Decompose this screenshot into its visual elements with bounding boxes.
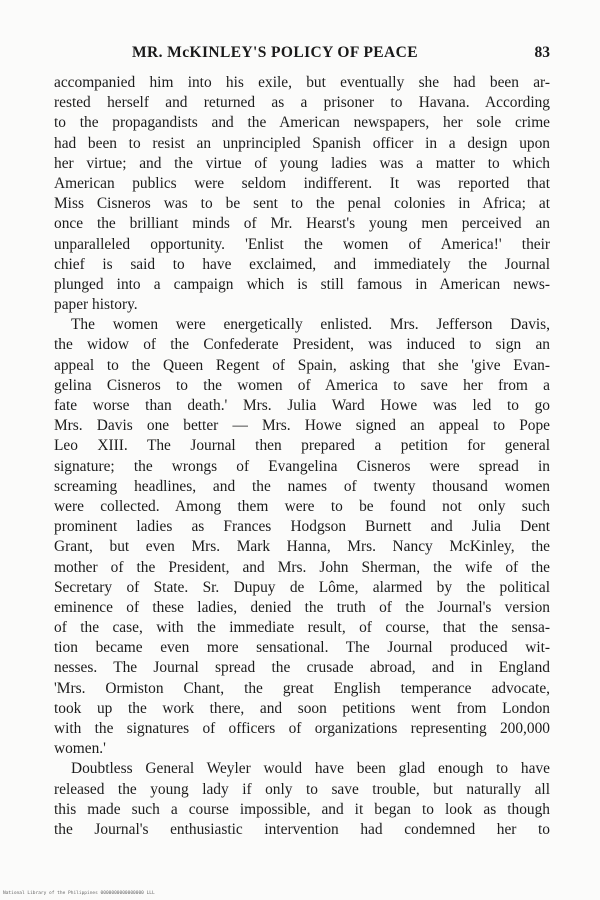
page-number: 83: [534, 44, 550, 61]
text-line: to the propagandists and the American newspapers, her sole crime: [54, 114, 550, 132]
text-line: paper history.: [54, 296, 138, 314]
text-line: once the brilliant minds of Mr. Hearst's young men perceived an: [54, 215, 550, 233]
text-line: eminence of these ladies, denied the truth of the Journal's version: [54, 598, 550, 616]
text-line: gelina Cisneros to the women of America to save her from a: [54, 376, 550, 394]
text-line: accompanied him into his exile, but eventually she had been ar-: [54, 74, 550, 91]
text-line: The women were energetically enlisted. Mrs. Jefferson Davis,: [71, 316, 550, 334]
text-line: of the case, with the immediate result, of course, that the sensa-: [54, 619, 550, 637]
text-line: mother of the President, and Mrs. John Sherman, the wife of the: [54, 558, 550, 576]
text-line: nesses. The Journal spread the crusade abroad, and in England: [54, 659, 550, 677]
text-line: unparalleled opportunity. 'Enlist the women of America!' their: [54, 235, 550, 253]
running-head: MR. McKINLEY'S POLICY OF PEACE: [132, 44, 418, 61]
text-line: rested herself and returned as a prisoner to Havana. According: [54, 94, 550, 112]
text-line: appeal to the Queen Regent of Spain, asking that she 'give Evan-: [54, 356, 550, 374]
text-line: 'Mrs. Ormiston Chant, the great English temperance advocate,: [54, 679, 550, 697]
text-line: screaming headlines, and the names of twenty thousand women: [54, 477, 550, 495]
text-line: this made such a course impossible, and it began to look as though: [54, 800, 550, 818]
text-line: Secretary of State. Sr. Dupuy de Lôme, alarmed by the political: [54, 578, 550, 596]
text-line: Doubtless General Weyler would have been glad enough to have: [71, 760, 550, 778]
text-line: had been to resist an unprincipled Spanish officer in a design upon: [54, 134, 550, 152]
text-line: the Journal's enthusiastic intervention had condemned her to: [54, 820, 550, 838]
text-line: Mrs. Davis one better — Mrs. Howe signed an appeal to Pope: [54, 417, 550, 435]
text-line: Miss Cisneros was to be sent to the penal colonies in Africa; at: [54, 195, 550, 213]
text-line: plunged into a campaign which is still famous in American news-: [54, 275, 550, 293]
text-line: chief is said to have exclaimed, and immediately the Journal: [54, 255, 550, 273]
body-text: [54, 73, 550, 840]
text-line: Grant, but even Mrs. Mark Hanna, Mrs. Nancy McKinley, the: [54, 538, 550, 556]
text-line: took up the work there, and soon petitions went from London: [54, 699, 550, 717]
text-line: American publics were seldom indifferent. It was reported that: [54, 174, 550, 192]
text-line: her virtue; and the virtue of young ladies was a matter to which: [54, 154, 550, 172]
text-line: signature; the wrongs of Evangelina Cisneros were spread in: [54, 457, 550, 475]
text-line: the widow of the Confederate President, was induced to sign an: [54, 336, 550, 354]
text-line: Leo XIII. The Journal then prepared a petition for general: [54, 437, 550, 455]
text-line: fate worse than death.' Mrs. Julia Ward Howe was led to go: [54, 397, 550, 414]
text-line: released the young lady if only to save trouble, but naturally all: [54, 780, 550, 798]
text-line: with the signatures of officers of organizations representing 200,000: [54, 720, 550, 737]
page-header: [54, 44, 550, 66]
text-line: were collected. Among them were to be found not only such: [54, 497, 550, 515]
library-stamp: National Library of the Philippines 0000000000000000 LLL: [3, 891, 155, 896]
text-line: women.': [54, 740, 106, 758]
text-line: tion became even more sensational. The Journal produced wit-: [54, 639, 550, 657]
text-line: prominent ladies as Frances Hodgson Burnett and Julia Dent: [54, 518, 550, 536]
